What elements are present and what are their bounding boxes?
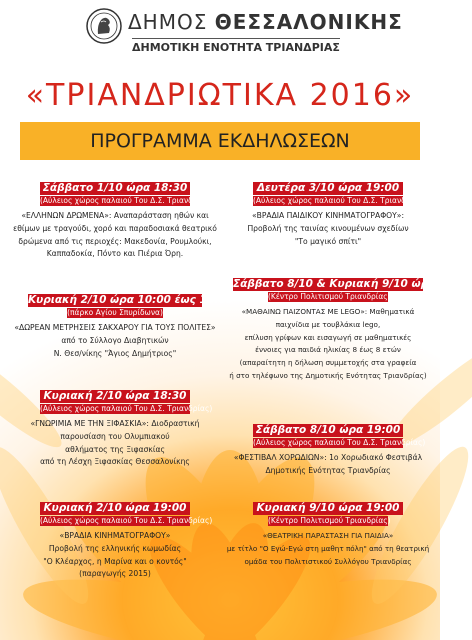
event-line: με τίτλο "Ο Εγώ-Εγώ στη μαθητ πόλη" από τη θεατρική bbox=[226, 543, 430, 553]
event-line: Ν. Θεσ/νίκης "Άγιος Δημήτριος" bbox=[53, 348, 177, 358]
event-line: αθλήματος της Ξιφασκίας bbox=[65, 444, 165, 454]
event-venue: (Αύλειος χώρος παλαιού Του Δ.Σ. Τριανδρίας) bbox=[40, 516, 213, 525]
event-line: Καππαδοκία, Πόντο και Πιέρια Όρη. bbox=[46, 249, 184, 259]
header bbox=[0, 8, 440, 62]
event-description bbox=[222, 530, 434, 568]
event-description bbox=[222, 306, 434, 383]
event-venue: (Αύλειος χώρος παλαιού Του Δ.Σ. Τριανδρίας) bbox=[40, 196, 213, 205]
event-date: Δευτέρα 3/10 ώρα 19:00 bbox=[253, 182, 403, 195]
event-right-3 bbox=[222, 424, 434, 478]
event-description bbox=[222, 452, 434, 478]
event-description bbox=[10, 210, 220, 261]
municipality-name bbox=[128, 10, 403, 34]
program-banner bbox=[20, 122, 420, 160]
event-line: «ΘΕΑΤΡΙΚΗ ΠΑΡΑΣΤΑΣΗ ΓΙΑ ΠΑΙΔΙΑ» bbox=[262, 531, 394, 540]
event-line: ομάδα του Πολιτιστικού Συλλόγου Τριανδρίας bbox=[244, 556, 412, 566]
event-venue: (Αύλειος χώρος παλαιού Του Δ.Σ. Τριανδρίας) bbox=[40, 404, 213, 413]
event-line: (απαραίτητη η δήλωση συμμετοχής στα γραφεία bbox=[239, 358, 417, 368]
event-date: Κυριακή 2/10 ώρα 10:00 έως 13:00 bbox=[28, 294, 233, 306]
event-line: "Το μαγικό σπίτι" bbox=[294, 236, 362, 246]
event-line: Προβολή της ταινίας κινουμένων σχεδίων bbox=[247, 223, 409, 233]
event-line: δρώμενα από τις περιοχές: Μακεδονία, Ρουμλούκι, bbox=[18, 236, 212, 246]
event-left-4 bbox=[10, 502, 220, 581]
event-venue: (Κέντρο Πολιτισμού Τριανδρίας) bbox=[268, 292, 391, 301]
event-line: παιχνίδια με τουβλάκια lego, bbox=[275, 319, 381, 329]
event-date: Σάββατο 1/10 ώρα 18:30 bbox=[40, 182, 190, 195]
event-line: ή στο τηλέφωνο της Δημοτικής Ενότητας Τριανδρίας) bbox=[229, 370, 427, 380]
event-venue: (Κέντρο Πολιτισμού Τριανδρίας) bbox=[268, 516, 391, 525]
festival-title: «ΤΡΙΑΝΔΡΙΩΤΙΚΑ 2016» bbox=[25, 78, 415, 113]
event-venue: (πάρκο Αγίου Σπυρίδωνα) bbox=[67, 308, 163, 317]
event-line: «ΒΡΑΔΙΑ ΚΙΝΗΜΑΤΟΓΡΑΦΟΥ» bbox=[59, 531, 171, 540]
event-date: Κυριακή 9/10 ώρα 19:00 bbox=[253, 502, 403, 515]
program-title: ΠΡΟΓΡΑΜΜΑ ΕΚΔΗΛΩΣΕΩΝ bbox=[90, 130, 350, 152]
event-description bbox=[222, 210, 434, 248]
event-line: «ΜΑΘΑΙΝΩ ΠΑΙΖΟΝΤΑΣ ΜΕ LEGO»: Μαθηματικά bbox=[241, 307, 415, 316]
event-line: από τη Λέσχη Ξιφασκίας Θεσσαλονίκης bbox=[40, 457, 190, 467]
event-line: παρουσίαση του Ολυμπιακού bbox=[60, 431, 170, 441]
event-line: Προβολή της ελληνικής κωμωδίας bbox=[48, 543, 182, 553]
event-right-2 bbox=[222, 278, 472, 383]
event-left-1 bbox=[10, 182, 220, 261]
event-description bbox=[10, 418, 220, 469]
event-line: «ΕΛΛΗΝΩΝ ΔΡΩΜΕΝΑ»: Αναπαράσταση ηθών και bbox=[21, 211, 209, 220]
event-date: Σάββατο 8/10 & Κυριακή 9/10 ώρα 11:00 bbox=[233, 278, 472, 290]
event-line: από το Σύλλογο Διαβητικών bbox=[61, 335, 169, 345]
event-date: Κυριακή 2/10 ώρα 19:00 bbox=[40, 502, 190, 515]
event-line: έννοιες για παιδιά ηλικίας 8 έως 8 ετών bbox=[255, 345, 401, 355]
event-line: «ΦΕΣΤΙΒΑΛ ΧΟΡΩΔΙΩΝ»: 1ο Χορωδιακό Φεστιβάλ bbox=[233, 453, 423, 462]
event-left-3 bbox=[10, 390, 220, 469]
event-line: «ΒΡΑΔΙΑ ΠΑΙΔΙΚΟΥ ΚΙΝΗΜΑΤΟΓΡΑΦΟΥ»: bbox=[251, 211, 405, 220]
municipal-unit: ΔΗΜΟΤΙΚΗ ΕΝΟΤΗΤΑ ΤΡΙΑΝΔΡΙΑΣ bbox=[132, 38, 340, 54]
event-line: Δημοτικής Ενότητας Τριανδρίας bbox=[265, 465, 391, 475]
event-right-1 bbox=[222, 182, 434, 248]
event-venue: (Αύλειος χώρος παλαιού Του Δ.Σ. Τριανδρίας) bbox=[253, 438, 426, 447]
event-left-2 bbox=[10, 294, 233, 360]
municipality-city: ΘΕΣΣΑΛΟΝΙΚΗΣ bbox=[214, 10, 403, 34]
event-line: «ΔΩΡΕΑΝ ΜΕΤΡΗΣΕΙΣ ΣΑΚΧΑΡΟΥ ΓΙΑ ΤΟΥΣ ΠΟΛΙΤΕΣ» bbox=[14, 323, 216, 332]
municipality-prefix: ΔΗΜΟΣ bbox=[128, 10, 208, 34]
municipality-logo-icon bbox=[86, 8, 122, 44]
event-line: επίλυση γρίφων και εισαγωγή σε μαθηματικές bbox=[244, 332, 412, 342]
event-line: «ΓΝΩΡΙΜΙΑ ΜΕ ΤΗΝ ΞΙΦΑΣΚΙΑ»: Διοδραστική bbox=[30, 419, 200, 428]
event-description bbox=[10, 322, 220, 360]
event-description bbox=[10, 530, 220, 581]
event-line: (παραγωγής 2015) bbox=[79, 569, 151, 579]
event-venue: (Αύλειος χώρος παλαιού Του Δ.Σ. Τριανδρίας) bbox=[253, 196, 426, 205]
event-date: Κυριακή 2/10 ώρα 18:30 bbox=[40, 390, 190, 403]
event-line: εθίμων με τραγούδι, χορό και παραδοσιακά θεατρικό bbox=[13, 223, 217, 233]
event-right-4 bbox=[222, 502, 434, 568]
event-line: "Ο Κλέαρχος, η Μαρίνα και ο κοντός" bbox=[43, 556, 187, 566]
event-date: Σάββατο 8/10 ώρα 19:00 bbox=[253, 424, 403, 437]
